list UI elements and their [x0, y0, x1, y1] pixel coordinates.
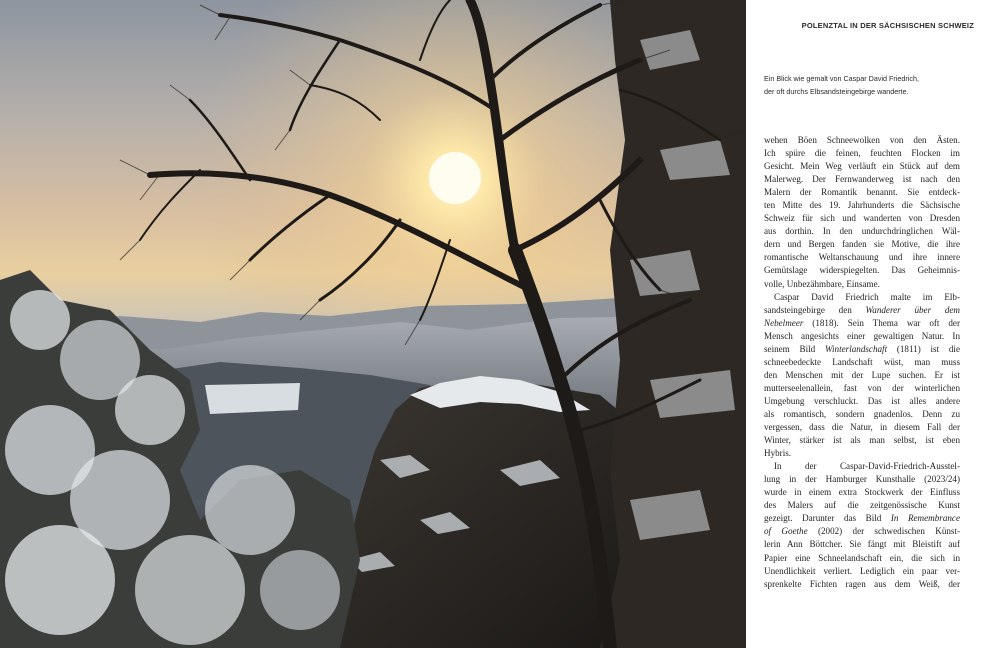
- artwork-title: In Remembrance: [890, 513, 960, 524]
- caption-line: Ein Blick wie gemalt von Caspar David Friedrich,: [764, 74, 919, 83]
- running-head: POLENZTAL IN DER SÄCHSISCHEN SCHWEIZ: [801, 21, 974, 30]
- body-line: mutterseelenallein, fast von der winterlichen: [764, 382, 960, 393]
- body-line: Ich spüre die feinen, feuchten Flocken im: [764, 148, 960, 159]
- body-line: Caspar David Friedrich malte im Elb-: [774, 291, 960, 302]
- body-line: volle, Unbezähmbare, Einsame.: [764, 278, 880, 289]
- article-body: [764, 134, 960, 591]
- body-line: den Menschen mit der Lupe suchen. Er ist: [764, 369, 960, 380]
- body-line: lerin Ann Böttcher. Sie fängt mit Bleistift auf: [764, 539, 960, 550]
- body-line: Schweiz für sich und wanderten von Dresden: [764, 213, 960, 224]
- snowy-meadow: [205, 383, 300, 414]
- body-line: des Malers auf die zeitgenössische Kunst: [764, 500, 960, 511]
- body-text-run: seinem Bild: [764, 343, 825, 354]
- body-line: Umgebung verschluckt. Das ist alles andere: [764, 395, 960, 406]
- body-text-run: gezeigt. Darunter das Bild: [764, 513, 891, 524]
- body-line: wehen Böen Schneewolken von den Ästen.: [764, 135, 960, 145]
- body-line: Hybris.: [764, 448, 792, 459]
- body-text-run: sandsteingebirge den: [764, 304, 866, 315]
- body-line: ten Mitte des 19. Jahrhunderts die Sächsische: [764, 200, 960, 211]
- body-line: Malern der Romantik benannt. Sie entdeck-: [764, 187, 960, 198]
- body-line: Mensch angesichts einer gewaltigen Natur. In: [764, 330, 960, 341]
- body-line: vergessen, dass die Natur, in diesem Fall der: [764, 422, 960, 433]
- body-line: dern und Bergen fanden sie Motive, die ihre: [764, 239, 960, 250]
- body-line: [764, 343, 960, 356]
- caption-line: der oft durchs Elbsandsteingebirge wanderte.: [764, 87, 909, 96]
- body-line: Malerweg. Der Fernwanderweg ist nach den: [764, 174, 960, 185]
- body-text-run: (1811) ist die: [887, 343, 960, 354]
- photo-caption: [764, 72, 964, 98]
- body-line: [764, 304, 960, 317]
- body-line: Winter, stärker ist als man selbst, ist eben: [764, 435, 960, 446]
- body-line: Gesicht. Mein Weg verläuft ein Stück auf dem: [764, 161, 960, 172]
- body-line: Unendlichkeit verliert. Lediglich ein paar ver-: [764, 565, 960, 576]
- text-page: [746, 0, 1008, 648]
- body-line: Papier eine Schneelandschaft ein, die sich in: [764, 552, 960, 563]
- body-line: schneebedeckte Landschaft wüst, man muss: [764, 356, 960, 367]
- body-line: sprenkelte Fichten ragen aus dem Weiß, der: [764, 578, 960, 589]
- body-text-run: (2002) der schwedischen Künst-: [807, 526, 961, 537]
- sun: [429, 152, 481, 204]
- body-line: aus dorthin. In den undurchdringlichen Wäl-: [764, 226, 960, 237]
- body-text-run: (1818). Sein Thema war oft der: [803, 317, 960, 328]
- artwork-title: of Goethe: [764, 526, 808, 537]
- body-line: romantische Weltanschauung und ihre innere: [764, 252, 960, 263]
- body-line: Gemütslage widerspiegelten. Das Geheimnis-: [764, 265, 960, 276]
- body-line: als romantisch, sondern gnadenlos. Denn zu: [764, 408, 960, 419]
- artwork-title: Nebelmeer: [764, 317, 804, 328]
- body-line: [764, 525, 960, 538]
- body-line: [764, 512, 960, 525]
- body-line: wurde in einem extra Stockwerk der Einfluss: [764, 487, 960, 498]
- body-line: [764, 317, 960, 330]
- body-line: lung in der Hamburger Kunsthalle (2023/24): [764, 474, 960, 485]
- artwork-title: Wanderer über dem: [865, 304, 960, 315]
- artwork-title: Winterlandschaft: [824, 343, 888, 354]
- cliff-wall: [600, 0, 746, 648]
- body-line: In der Caspar-David-Friedrich-Ausstel-: [774, 461, 960, 472]
